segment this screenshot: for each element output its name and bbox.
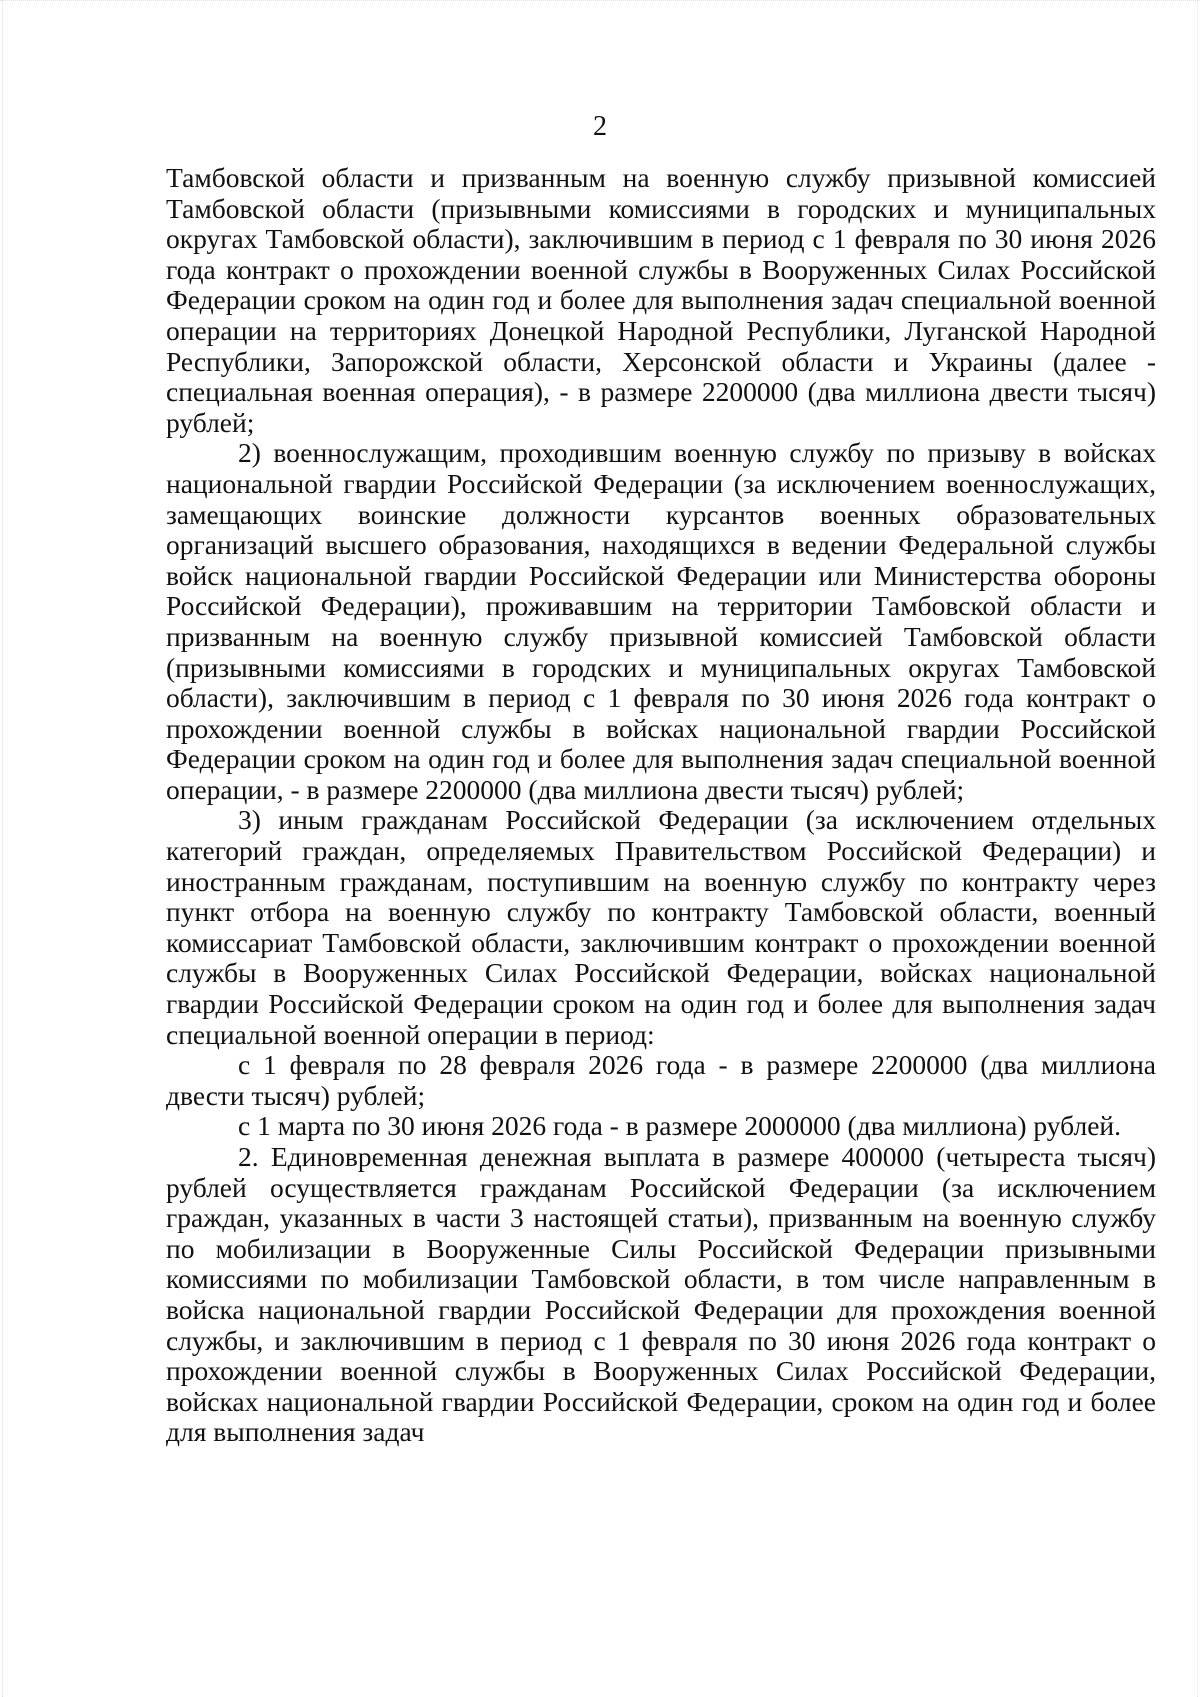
paragraph-period-march-june: с 1 марта по 30 июня 2026 года - в размере 2000000 (два миллиона) рублей. (238, 1110, 1121, 1142)
scan-left-edge (2, 0, 7, 1697)
paragraph-part-2: 2. Единовременная денежная выплата в размере 400000 (четыреста тысяч) рублей осуществляется гражданам Российской Федерации (за исключением граждан, указанных в части 3 настоящей статьи), призванным на военную службу по мобилизации в Вооруженные Силы Российской Федерации призывными комиссиями по мобилизации Тамбовской области, в том числе направленным в войска национальной гвардии Российской Федерации для прохождения военной службы, и заключившим в период с 1 февраля по 30 июня 2026 года контракт о прохождении военной службы в Вооруженных Силах Российской Федерации, войсках национальной гвардии Российской Федерации, сроком на один год и более для выполнения задач (166, 1141, 1156, 1448)
scan-right-edge (1193, 0, 1198, 1697)
paragraph-period-february: с 1 февраля по 28 февраля 2026 года - в размере 2200000 (два миллиона двести тысяч) рублей; (166, 1049, 1156, 1111)
scan-top-edge (0, 0, 1200, 9)
paragraph-item-3: 3) иным гражданам Российской Федерации (за исключением отдельных категорий граждан, определяемых Правительством Российской Федерации) и иностранным гражданам, поступившим на военную службу по контракту через пункт отбора на военную службу по контракту Тамбовской области, военный комиссариат Тамбовской области, заключившим контракт о прохождении военной службы в Вооруженных Силах Российской Федерации, войсках национальной гвардии Российской Федерации сроком на один год и более для выполнения задач специальной военной операции в период: (166, 804, 1156, 1050)
document-body (166, 163, 1156, 1448)
paragraph-continuation: Тамбовской области и призванным на военную службу призывной комиссией Тамбовской области (призывными комиссиями в городских и муниципальных округах Тамбовской области), заключившим в период с 1 февраля по 30 июня 2026 года контракт о прохождении военной службы в Вооруженных Силах Российской Федерации сроком на один год и более для выполнения задач специальной военной операции на территориях Донецкой Народной Республики, Луганской Народной Республики, Запорожской области, Херсонской области и Украины (далее - специальная военная операция), - в размере 2200000 (два миллиона двести тысяч) рублей; (166, 162, 1156, 438)
paragraph-item-2: 2) военнослужащим, проходившим военную службу по призыву в войсках национальной гвардии Российской Федерации (за исключением военнослужащих, замещающих воинские должности курсантов военных образовательных организаций высшего образования, находящихся в ведении Федеральной службы войск национальной гвардии Российской Федерации или Министерства обороны Российской Федерации), проживавшим на территории Тамбовской области и призванным на военную службу призывной комиссией Тамбовской области (призывными комиссиями в городских и муниципальных округах Тамбовской области), заключившим в период с 1 февраля по 30 июня 2026 года контракт о прохождении военной службы в войсках национальной гвардии Российской Федерации сроком на один год и более для выполнения задач специальной военной операции, - в размере 2200000 (два миллиона двести тысяч) рублей; (166, 437, 1156, 805)
page-number: 2 (593, 111, 607, 142)
